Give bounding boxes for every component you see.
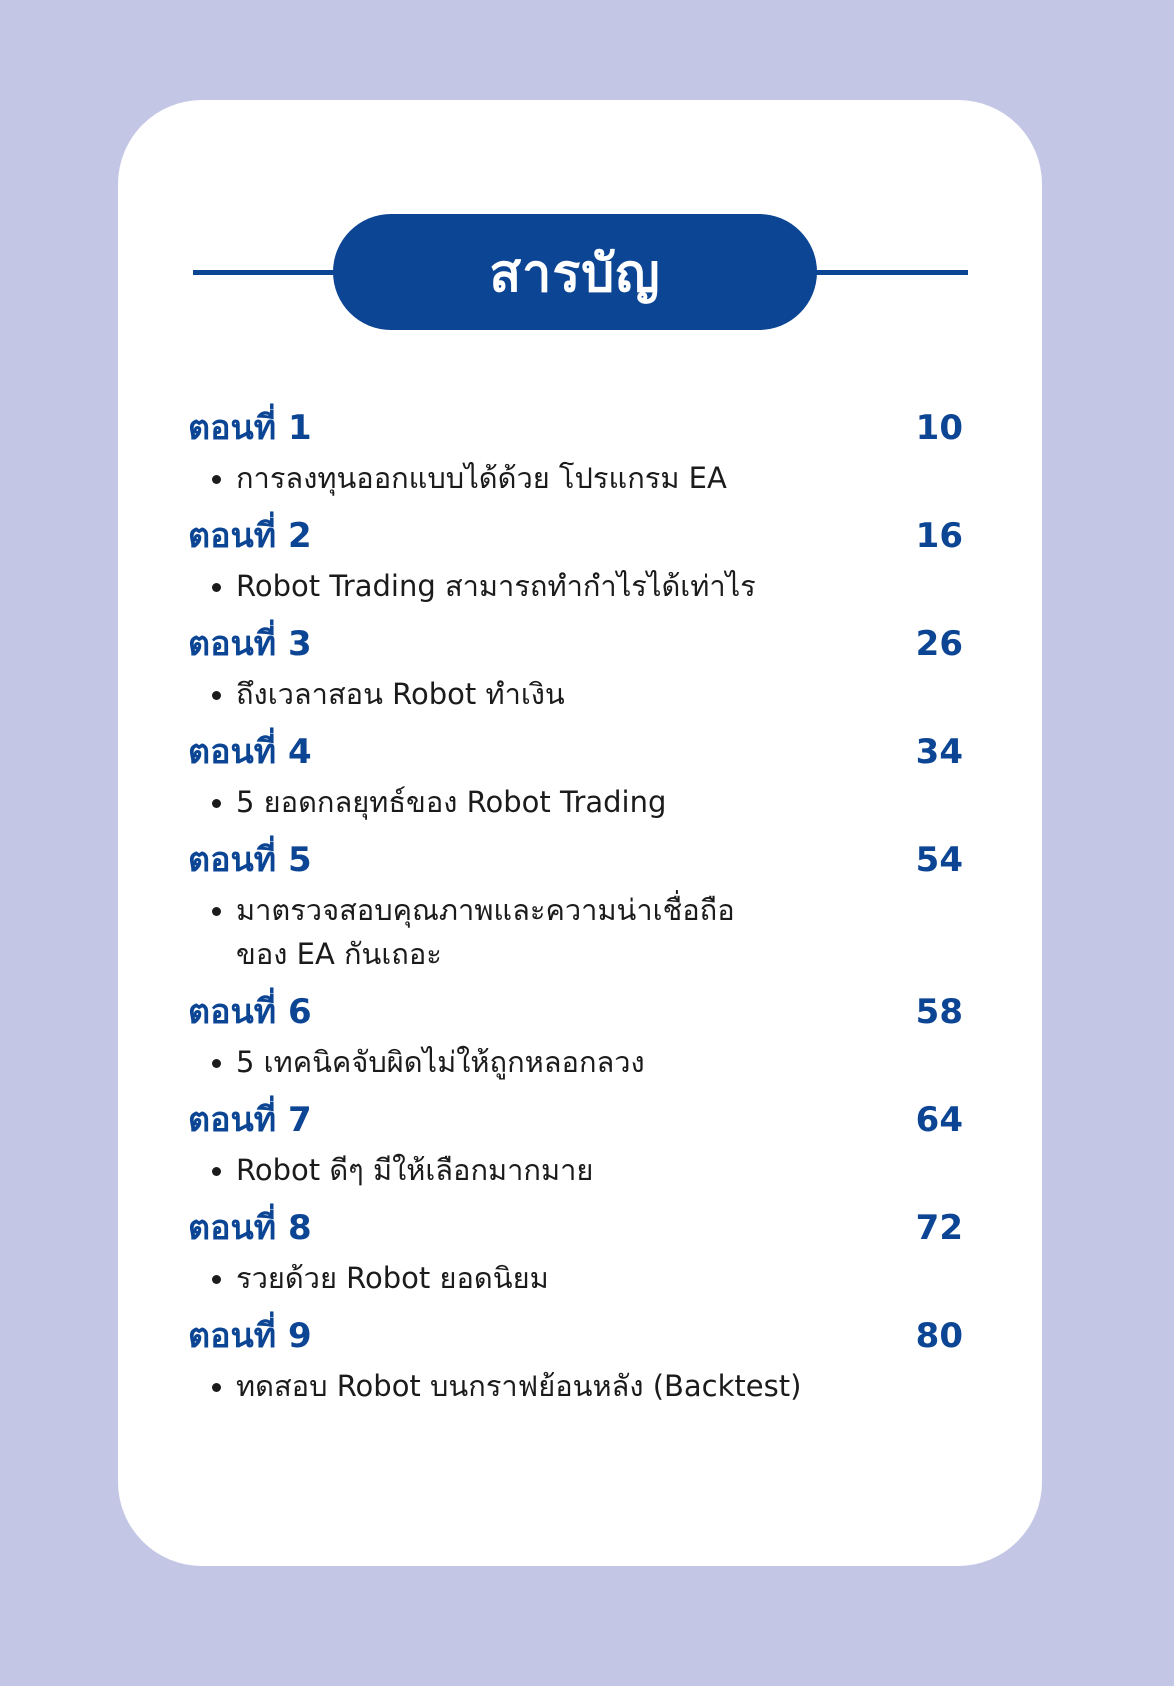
- chapter-description: [188, 456, 963, 500]
- bullet-icon: [212, 1275, 221, 1284]
- description-line: ถึงเวลาสอน Robot ทำเงิน: [236, 677, 565, 711]
- chapter-5[interactable]: [188, 832, 963, 976]
- chapter-label: ตอนที่ 5: [188, 840, 312, 880]
- chapter-header: [188, 508, 963, 564]
- chapter-description: [188, 780, 963, 824]
- chapter-2[interactable]: [188, 508, 963, 608]
- chapter-header: [188, 724, 963, 780]
- chapter-label: ตอนที่ 9: [188, 1316, 312, 1356]
- description-line: Robot ดีๆ มีให้เลือกมากมาย: [236, 1153, 594, 1187]
- chapter-9[interactable]: [188, 1308, 963, 1408]
- bullet-icon: [212, 1167, 221, 1176]
- chapter-description: [188, 1148, 963, 1192]
- description-line: มาตรวจสอบคุณภาพและความน่าเชื่อถือ: [236, 893, 735, 927]
- description-line: 5 เทคนิคจับผิดไม่ให้ถูกหลอกลวง: [236, 1045, 645, 1079]
- page-number: 80: [915, 1316, 963, 1356]
- page-number: 34: [915, 732, 963, 772]
- chapter-1[interactable]: [188, 400, 963, 500]
- bullet-icon: [212, 1059, 221, 1068]
- bullet-icon: [212, 799, 221, 808]
- chapter-header: [188, 616, 963, 672]
- description-line: Robot Trading สามารถทำกำไรได้เท่าไร: [236, 569, 756, 603]
- title-banner: [333, 214, 817, 330]
- chapter-4[interactable]: [188, 724, 963, 824]
- chapter-header: [188, 832, 963, 888]
- chapter-label: ตอนที่ 8: [188, 1208, 312, 1248]
- bullet-icon: [212, 691, 221, 700]
- page-number: 64: [915, 1100, 963, 1140]
- chapter-label: ตอนที่ 3: [188, 624, 312, 664]
- chapter-label: ตอนที่ 6: [188, 992, 312, 1032]
- chapter-header: [188, 1200, 963, 1256]
- toc-card: [118, 100, 1042, 1566]
- toc-list: [188, 400, 963, 1416]
- bullet-icon: [212, 583, 221, 592]
- chapter-description: [188, 672, 963, 716]
- chapter-header: [188, 1308, 963, 1364]
- chapter-6[interactable]: [188, 984, 963, 1084]
- page-number: 26: [915, 624, 963, 664]
- description-line: รวยด้วย Robot ยอดนิยม: [236, 1261, 549, 1295]
- page-number: 16: [915, 516, 963, 556]
- chapter-label: ตอนที่ 7: [188, 1100, 312, 1140]
- bullet-icon: [212, 1383, 221, 1392]
- chapter-label: ตอนที่ 1: [188, 408, 312, 448]
- chapter-description: [188, 1040, 963, 1084]
- page-number: 72: [915, 1208, 963, 1248]
- page-number: 54: [915, 840, 963, 880]
- chapter-description: [188, 888, 963, 976]
- bullet-icon: [212, 475, 221, 484]
- description-line: ทดสอบ Robot บนกราฟย้อนหลัง (Backtest): [236, 1369, 802, 1403]
- chapter-3[interactable]: [188, 616, 963, 716]
- chapter-label: ตอนที่ 2: [188, 516, 312, 556]
- page-number: 10: [915, 408, 963, 448]
- chapter-description: [188, 1364, 963, 1408]
- description-line: 5 ยอดกลยุทธ์ของ Robot Trading: [236, 785, 667, 819]
- chapter-header: [188, 400, 963, 456]
- bullet-icon: [212, 907, 221, 916]
- chapter-label: ตอนที่ 4: [188, 732, 312, 772]
- chapter-description: [188, 1256, 963, 1300]
- description-line: การลงทุนออกแบบได้ด้วย โปรแกรม EA: [236, 461, 727, 495]
- chapter-8[interactable]: [188, 1200, 963, 1300]
- chapter-description: [188, 564, 963, 608]
- description-line: ของ EA กันเถอะ: [236, 937, 442, 971]
- chapter-7[interactable]: [188, 1092, 963, 1192]
- chapter-header: [188, 984, 963, 1040]
- page-number: 58: [915, 992, 963, 1032]
- page-title: สารบัญ: [489, 243, 661, 304]
- chapter-header: [188, 1092, 963, 1148]
